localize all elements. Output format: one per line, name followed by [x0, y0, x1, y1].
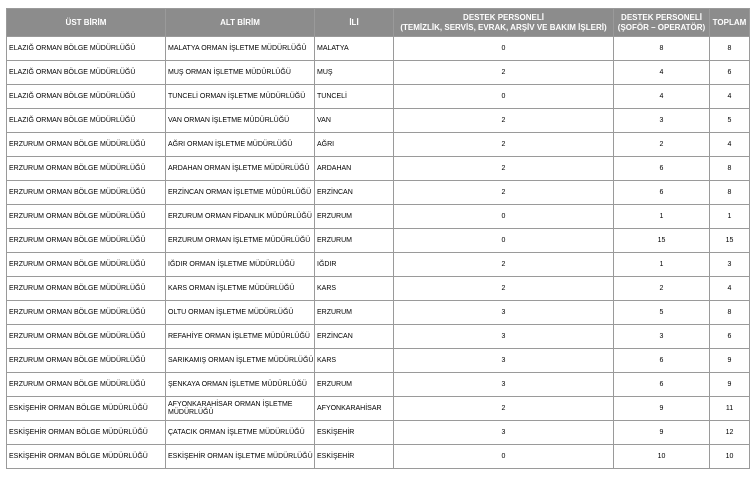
- cell-ust-birim: ERZURUM ORMAN BÖLGE MÜDÜRLÜĞÜ: [7, 157, 166, 181]
- cell-destek-temizlik: 0: [394, 229, 614, 253]
- header-destek-sofor-line1: DESTEK PERSONELİ: [621, 12, 702, 22]
- cell-ili: IĞDIR: [315, 253, 394, 277]
- header-toplam: TOPLAM: [710, 9, 750, 37]
- cell-ust-birim: ESKİŞEHİR ORMAN BÖLGE MÜDÜRLÜĞÜ: [7, 421, 166, 445]
- cell-destek-sofor: 3: [614, 325, 710, 349]
- cell-ili: KARS: [315, 349, 394, 373]
- cell-destek-temizlik: 0: [394, 205, 614, 229]
- cell-alt-birim: SARIKAMIŞ ORMAN İŞLETME MÜDÜRLÜĞÜ: [166, 349, 315, 373]
- cell-destek-sofor: 15: [614, 229, 710, 253]
- cell-ili: ERZİNCAN: [315, 325, 394, 349]
- cell-destek-temizlik: 2: [394, 253, 614, 277]
- cell-destek-sofor: 2: [614, 133, 710, 157]
- cell-ust-birim: ERZURUM ORMAN BÖLGE MÜDÜRLÜĞÜ: [7, 181, 166, 205]
- cell-ust-birim: ELAZIĞ ORMAN BÖLGE MÜDÜRLÜĞÜ: [7, 61, 166, 85]
- cell-ili: ERZURUM: [315, 229, 394, 253]
- cell-ili: KARS: [315, 277, 394, 301]
- cell-destek-sofor: 9: [614, 421, 710, 445]
- cell-alt-birim: KARS ORMAN İŞLETME MÜDÜRLÜĞÜ: [166, 277, 315, 301]
- cell-toplam: 6: [710, 61, 750, 85]
- cell-ili: MUŞ: [315, 61, 394, 85]
- table-row: [7, 109, 750, 133]
- cell-destek-temizlik: 3: [394, 421, 614, 445]
- table-row: [7, 157, 750, 181]
- header-destek-sofor-line2: (ŞOFÖR – OPERATÖR): [617, 22, 706, 32]
- cell-destek-temizlik: 2: [394, 109, 614, 133]
- cell-ust-birim: ELAZIĞ ORMAN BÖLGE MÜDÜRLÜĞÜ: [7, 37, 166, 61]
- table-row: [7, 61, 750, 85]
- cell-destek-temizlik: 0: [394, 85, 614, 109]
- cell-ust-birim: ERZURUM ORMAN BÖLGE MÜDÜRLÜĞÜ: [7, 133, 166, 157]
- table-row: [7, 205, 750, 229]
- cell-ili: ARDAHAN: [315, 157, 394, 181]
- table-row: [7, 349, 750, 373]
- cell-ili: MALATYA: [315, 37, 394, 61]
- cell-alt-birim: ERZURUM ORMAN FİDANLIK MÜDÜRLÜĞÜ: [166, 205, 315, 229]
- header-row: [7, 9, 750, 37]
- cell-destek-temizlik: 3: [394, 373, 614, 397]
- cell-ili: AFYONKARAHİSAR: [315, 397, 394, 421]
- cell-toplam: 9: [710, 373, 750, 397]
- cell-alt-birim: ESKİŞEHİR ORMAN İŞLETME MÜDÜRLÜĞÜ: [166, 445, 315, 469]
- cell-destek-temizlik: 2: [394, 397, 614, 421]
- header-alt-birim: ALT BİRİM: [166, 9, 315, 37]
- cell-alt-birim: TUNCELİ ORMAN İŞLETME MÜDÜRLÜĞÜ: [166, 85, 315, 109]
- cell-destek-temizlik: 3: [394, 301, 614, 325]
- cell-destek-temizlik: 2: [394, 181, 614, 205]
- cell-toplam: 11: [710, 397, 750, 421]
- cell-toplam: 9: [710, 349, 750, 373]
- table-row: [7, 301, 750, 325]
- cell-destek-temizlik: 3: [394, 349, 614, 373]
- cell-alt-birim: AFYONKARAHİSAR ORMAN İŞLETME MÜDÜRLÜĞÜ: [166, 397, 315, 421]
- cell-destek-temizlik: 0: [394, 445, 614, 469]
- cell-ili: ERZURUM: [315, 301, 394, 325]
- cell-toplam: 8: [710, 37, 750, 61]
- cell-destek-sofor: 9: [614, 397, 710, 421]
- cell-destek-sofor: 4: [614, 85, 710, 109]
- cell-alt-birim: IĞDIR ORMAN İŞLETME MÜDÜRLÜĞÜ: [166, 253, 315, 277]
- cell-toplam: 15: [710, 229, 750, 253]
- cell-toplam: 8: [710, 301, 750, 325]
- cell-alt-birim: AĞRI ORMAN İŞLETME MÜDÜRLÜĞÜ: [166, 133, 315, 157]
- cell-destek-temizlik: 2: [394, 133, 614, 157]
- cell-alt-birim: MUŞ ORMAN İŞLETME MÜDÜRLÜĞÜ: [166, 61, 315, 85]
- cell-ust-birim: ERZURUM ORMAN BÖLGE MÜDÜRLÜĞÜ: [7, 229, 166, 253]
- cell-toplam: 3: [710, 253, 750, 277]
- cell-alt-birim: OLTU ORMAN İŞLETME MÜDÜRLÜĞÜ: [166, 301, 315, 325]
- cell-ust-birim: ERZURUM ORMAN BÖLGE MÜDÜRLÜĞÜ: [7, 325, 166, 349]
- cell-toplam: 5: [710, 109, 750, 133]
- cell-destek-sofor: 8: [614, 37, 710, 61]
- cell-destek-sofor: 4: [614, 61, 710, 85]
- table-row: [7, 37, 750, 61]
- table-row: [7, 181, 750, 205]
- table-row: [7, 277, 750, 301]
- cell-toplam: 4: [710, 277, 750, 301]
- cell-destek-sofor: 1: [614, 205, 710, 229]
- header-ust-birim: ÜST BİRİM: [7, 9, 166, 37]
- cell-alt-birim: ERZURUM ORMAN İŞLETME MÜDÜRLÜĞÜ: [166, 229, 315, 253]
- cell-destek-temizlik: 2: [394, 157, 614, 181]
- cell-ust-birim: ERZURUM ORMAN BÖLGE MÜDÜRLÜĞÜ: [7, 277, 166, 301]
- table-row: [7, 133, 750, 157]
- cell-destek-temizlik: 0: [394, 37, 614, 61]
- header-destek-temizlik-line2: (TEMİZLİK, SERVİS, EVRAK, ARŞİV VE BAKIM İŞLERİ): [400, 22, 607, 32]
- table-row: [7, 229, 750, 253]
- cell-ili: VAN: [315, 109, 394, 133]
- cell-toplam: 12: [710, 421, 750, 445]
- cell-destek-sofor: 3: [614, 109, 710, 133]
- table-row: [7, 253, 750, 277]
- table-row: [7, 421, 750, 445]
- table-row: [7, 397, 750, 421]
- cell-destek-sofor: 6: [614, 181, 710, 205]
- personnel-table: [6, 8, 750, 469]
- cell-alt-birim: REFAHİYE ORMAN İŞLETME MÜDÜRLÜĞÜ: [166, 325, 315, 349]
- cell-destek-sofor: 6: [614, 373, 710, 397]
- header-ili: İLİ: [315, 9, 394, 37]
- cell-ili: ESKİŞEHİR: [315, 445, 394, 469]
- cell-destek-sofor: 2: [614, 277, 710, 301]
- cell-toplam: 8: [710, 181, 750, 205]
- cell-alt-birim: ÇATACIK ORMAN İŞLETME MÜDÜRLÜĞÜ: [166, 421, 315, 445]
- cell-ili: ESKİŞEHİR: [315, 421, 394, 445]
- table-row: [7, 85, 750, 109]
- cell-toplam: 6: [710, 325, 750, 349]
- header-destek-temizlik: [394, 9, 614, 37]
- cell-alt-birim: ERZİNCAN ORMAN İŞLETME MÜDÜRLÜĞÜ: [166, 181, 315, 205]
- cell-ili: ERZURUM: [315, 373, 394, 397]
- cell-alt-birim: ARDAHAN ORMAN İŞLETME MÜDÜRLÜĞÜ: [166, 157, 315, 181]
- cell-ust-birim: ERZURUM ORMAN BÖLGE MÜDÜRLÜĞÜ: [7, 373, 166, 397]
- cell-ust-birim: ERZURUM ORMAN BÖLGE MÜDÜRLÜĞÜ: [7, 349, 166, 373]
- cell-toplam: 10: [710, 445, 750, 469]
- cell-ili: TUNCELİ: [315, 85, 394, 109]
- cell-alt-birim: MALATYA ORMAN İŞLETME MÜDÜRLÜĞÜ: [166, 37, 315, 61]
- cell-alt-birim: ŞENKAYA ORMAN İŞLETME MÜDÜRLÜĞÜ: [166, 373, 315, 397]
- cell-destek-temizlik: 3: [394, 325, 614, 349]
- cell-destek-sofor: 6: [614, 157, 710, 181]
- cell-ust-birim: ESKİŞEHİR ORMAN BÖLGE MÜDÜRLÜĞÜ: [7, 445, 166, 469]
- cell-ust-birim: ELAZIĞ ORMAN BÖLGE MÜDÜRLÜĞÜ: [7, 85, 166, 109]
- cell-toplam: 4: [710, 85, 750, 109]
- cell-ust-birim: ERZURUM ORMAN BÖLGE MÜDÜRLÜĞÜ: [7, 205, 166, 229]
- cell-toplam: 8: [710, 157, 750, 181]
- cell-ili: ERZURUM: [315, 205, 394, 229]
- cell-ust-birim: ESKİŞEHİR ORMAN BÖLGE MÜDÜRLÜĞÜ: [7, 397, 166, 421]
- cell-destek-temizlik: 2: [394, 61, 614, 85]
- cell-toplam: 4: [710, 133, 750, 157]
- cell-toplam: 1: [710, 205, 750, 229]
- cell-ili: AĞRI: [315, 133, 394, 157]
- cell-ili: ERZİNCAN: [315, 181, 394, 205]
- header-destek-temizlik-line1: DESTEK PERSONELİ: [463, 12, 544, 22]
- cell-destek-temizlik: 2: [394, 277, 614, 301]
- cell-alt-birim: VAN ORMAN İŞLETME MÜDÜRLÜĞÜ: [166, 109, 315, 133]
- cell-ust-birim: ERZURUM ORMAN BÖLGE MÜDÜRLÜĞÜ: [7, 301, 166, 325]
- cell-destek-sofor: 1: [614, 253, 710, 277]
- cell-ust-birim: ELAZIĞ ORMAN BÖLGE MÜDÜRLÜĞÜ: [7, 109, 166, 133]
- cell-destek-sofor: 10: [614, 445, 710, 469]
- cell-destek-sofor: 6: [614, 349, 710, 373]
- cell-ust-birim: ERZURUM ORMAN BÖLGE MÜDÜRLÜĞÜ: [7, 253, 166, 277]
- cell-destek-sofor: 5: [614, 301, 710, 325]
- table-row: [7, 325, 750, 349]
- table-row: [7, 373, 750, 397]
- table-row: [7, 445, 750, 469]
- header-destek-sofor: [614, 9, 710, 37]
